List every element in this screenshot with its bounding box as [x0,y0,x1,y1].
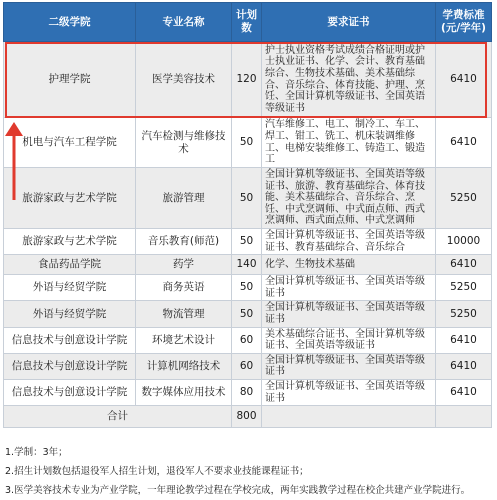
cell-major: 环境艺术设计 [136,327,232,353]
enrollment-table [3,2,492,428]
cell-cert: 化学、生物技术基础 [262,255,436,275]
total-plan: 800 [232,406,262,428]
table-row [4,327,492,353]
cell-plan: 60 [232,327,262,353]
table-row [4,275,492,301]
cell-plan: 80 [232,379,262,405]
enrollment-table-container [3,2,491,428]
cell-college: 护理学院 [4,42,136,118]
cell-college: 信息技术与创意设计学院 [4,379,136,405]
cell-cert: 全国计算机等级证书、全国英语等级证书、教育基础综合、音乐综合 [262,228,436,254]
cell-tuition: 6410 [436,42,492,118]
cell-plan: 50 [232,228,262,254]
cell-major: 汽车检测与维修技术 [136,118,232,168]
cell-tuition: 6410 [436,118,492,168]
total-empty-cert [262,406,436,428]
header-college: 二级学院 [4,3,136,42]
table-row [4,379,492,405]
total-label: 合计 [4,406,232,428]
cell-college: 外语与经贸学院 [4,301,136,327]
cell-plan: 50 [232,301,262,327]
table-header-row [4,3,492,42]
cell-tuition: 6410 [436,379,492,405]
table-row [4,118,492,168]
cell-plan: 50 [232,168,262,229]
footnotes [5,443,495,500]
cell-college: 机电与汽车工程学院 [4,118,136,168]
cell-college: 旅游家政与艺术学院 [4,168,136,229]
cell-tuition: 5250 [436,275,492,301]
cell-major: 计算机网络技术 [136,353,232,379]
header-major: 专业名称 [136,3,232,42]
cell-major: 物流管理 [136,301,232,327]
cell-college: 食品药品学院 [4,255,136,275]
cell-college: 外语与经贸学院 [4,275,136,301]
note-item: 3.医学美容技术专业为产业学院，一年理论教学过程在学校完成，两年实践教学过程在校企共建产业学院进行。 [5,485,471,496]
cell-major: 药学 [136,255,232,275]
cell-major: 音乐教育(师范) [136,228,232,254]
cell-tuition: 5250 [436,301,492,327]
cell-plan: 140 [232,255,262,275]
cell-tuition: 6410 [436,353,492,379]
cell-cert: 护士执业资格考试成绩合格证明或护士执业证书、化学、会计、教育基础综合、生物技术基础、美术基础综合、音乐综合、体育技能、护理、烹饪、全国计算机等级证书、全国英语等级证书 [262,42,436,118]
cell-major: 医学美容技术 [136,42,232,118]
table-row [4,42,492,118]
cell-cert: 全国计算机等级证书、全国英语等级证书 [262,275,436,301]
header-cert: 要求证书 [262,3,436,42]
table-row [4,228,492,254]
cell-tuition: 5250 [436,168,492,229]
header-tuition: 学费标准(元/学年) [436,3,492,42]
cell-plan: 50 [232,118,262,168]
cell-cert: 全国计算机等级证书、全国英语等级证书、旅游、教育基础综合、体育技能、美术基础综合、音乐综合、烹饪、中式烹调师、中式面点师、西式烹调师、西式面点师、中式烹调师 [262,168,436,229]
cell-cert: 美术基础综合证书、全国计算机等级证书、全国英语等级证书 [262,327,436,353]
cell-college: 信息技术与创意设计学院 [4,327,136,353]
cell-plan: 60 [232,353,262,379]
table-total-row [4,406,492,428]
cell-tuition: 10000 [436,228,492,254]
cell-plan: 120 [232,42,262,118]
cell-cert: 汽车维修工、电工、制冷工、车工、焊工、钳工、铣工、机床装调维修工、电梯安装维修工、铸造工、锻造工 [262,118,436,168]
header-plan: 计划数 [232,3,262,42]
cell-cert: 全国计算机等级证书、全国英语等级证书 [262,353,436,379]
table-row [4,353,492,379]
cell-tuition: 6410 [436,327,492,353]
cell-plan: 50 [232,275,262,301]
cell-college: 旅游家政与艺术学院 [4,228,136,254]
cell-tuition: 6410 [436,255,492,275]
cell-college: 信息技术与创意设计学院 [4,353,136,379]
note-item: 2.招生计划数包括退役军人招生计划，退役军人不要求业技能课程证书； [5,466,309,477]
total-empty-tuition [436,406,492,428]
note-item: 1.学制：3年； [5,447,68,458]
cell-cert: 全国计算机等级证书、全国英语等级证书 [262,379,436,405]
table-row [4,168,492,229]
table-row [4,255,492,275]
cell-cert: 全国计算机等级证书、全国英语等级证书 [262,301,436,327]
cell-major: 旅游管理 [136,168,232,229]
table-row [4,301,492,327]
cell-major: 数字媒体应用技术 [136,379,232,405]
cell-major: 商务英语 [136,275,232,301]
